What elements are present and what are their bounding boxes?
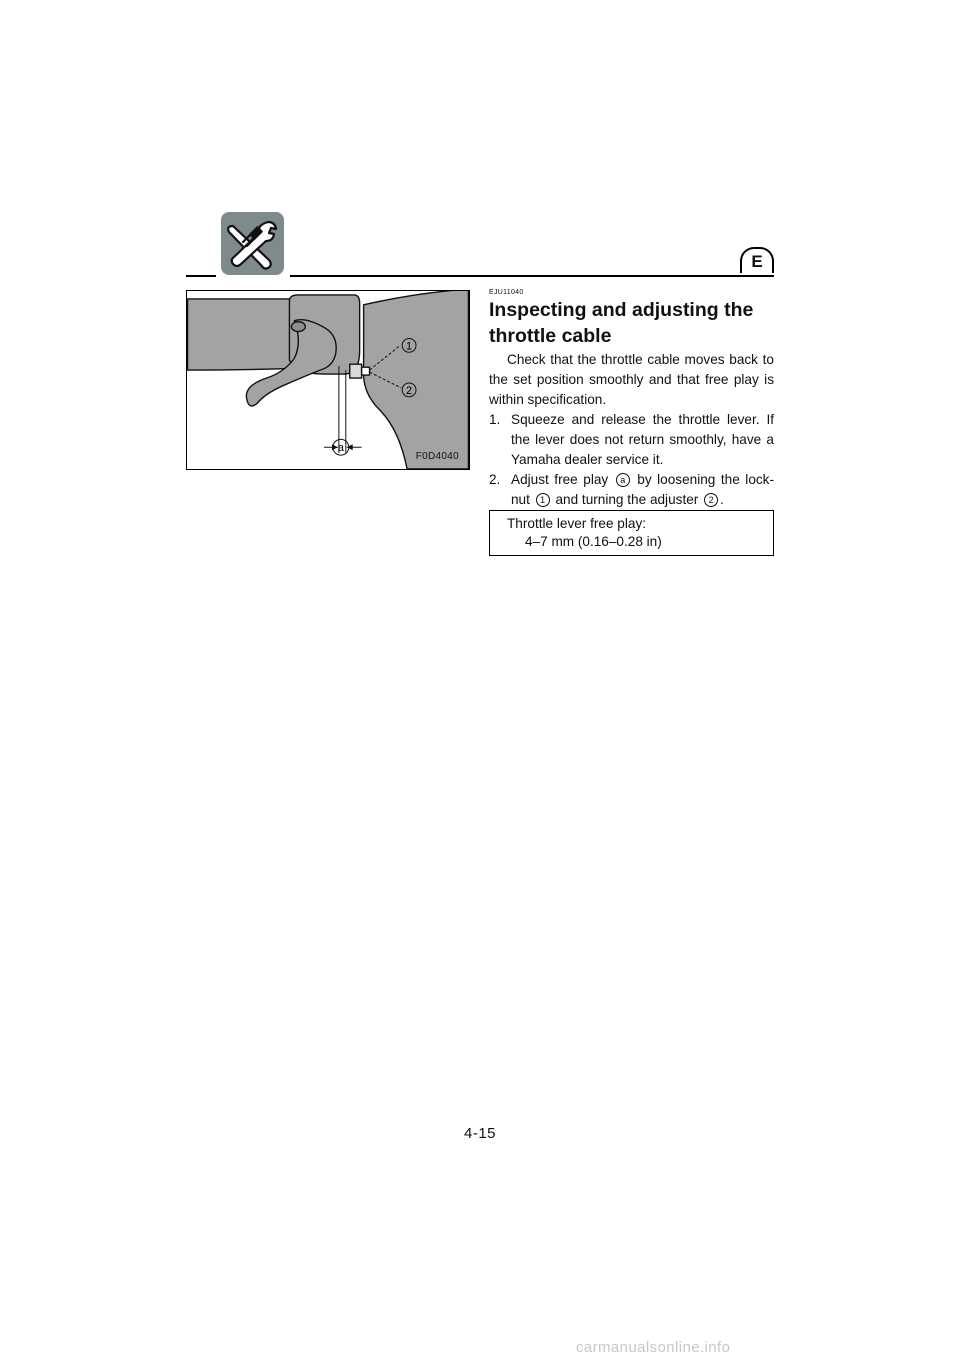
spec-value: 4–7 mm (0.16–0.28 in) — [525, 534, 662, 549]
throttle-lever-illustration — [187, 291, 469, 469]
step-1 — [489, 410, 774, 470]
step-number: 1. — [489, 412, 501, 427]
callout-locknut: 1 — [406, 340, 413, 353]
watermark: carmanualsonline.info — [576, 1339, 731, 1356]
figure-code: F0D4040 — [415, 451, 459, 462]
intro-paragraph: Check that the throttle cable moves back to the set position smoothly and that free play is within specification. — [489, 352, 774, 407]
callout-adjuster: 2 — [406, 384, 413, 397]
step-2 — [489, 470, 774, 510]
step-text: Adjust free play a by loosening the lock-nut 1 and turning the adjuster 2 . — [511, 472, 774, 507]
page-number: 4-15 — [463, 1125, 497, 1142]
ref-locknut: 1 — [536, 493, 550, 507]
language-badge: E — [740, 247, 774, 273]
maintenance-section-icon — [221, 212, 284, 275]
tools-wrench-icon — [221, 212, 284, 275]
spec-label: Throttle lever free play: — [507, 516, 647, 531]
header-rule-left — [186, 275, 216, 277]
section-title: Inspecting and adjusting the throttle cable — [489, 299, 754, 347]
step-text: Squeeze and release the throttle lever. If the lever does not return smoothly, have a Yamaha dealer service it. — [511, 412, 774, 467]
header-rule-right — [290, 275, 774, 277]
ref-free-play: a — [616, 473, 630, 487]
step-number: 2. — [489, 472, 501, 487]
ref-adjuster: 2 — [704, 493, 718, 507]
spec-box — [489, 510, 774, 556]
section-code: EJU11040 — [489, 289, 524, 296]
throttle-lever-figure — [186, 290, 470, 470]
callout-free-play: a — [337, 442, 344, 455]
